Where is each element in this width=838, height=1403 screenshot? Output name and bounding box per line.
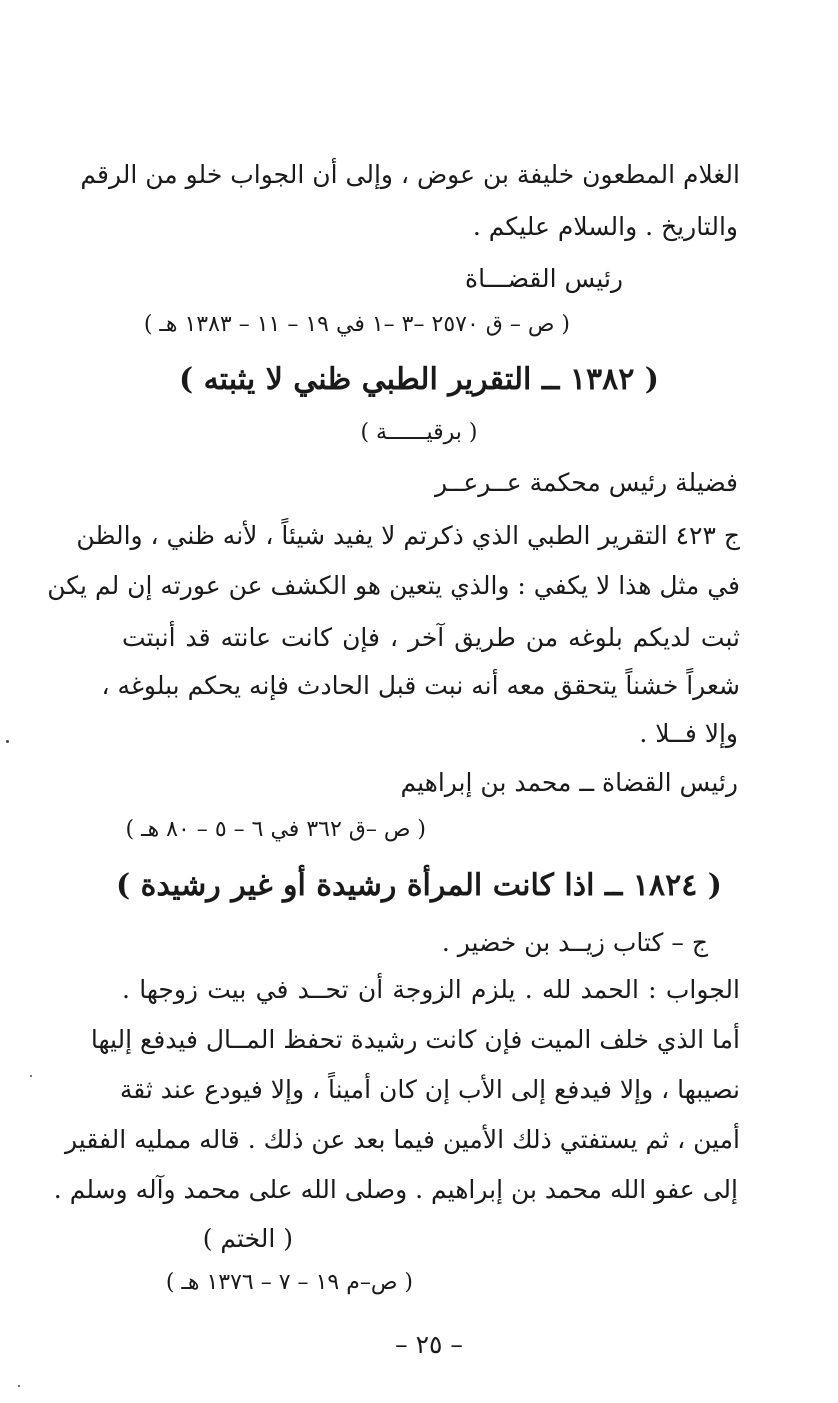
text-line: أمين ، ثم يستفتي ذلك الأمين فيما بعد عن ذلك . قاله ممليه الفقير (65, 1125, 740, 1154)
text-line: أما الذي خلف الميت فإن كانت رشيدة تحفظ المــال فيدفع إليها (90, 1025, 740, 1054)
scan-speck (30, 1075, 32, 1077)
text-line: وإلا فــلا . (639, 719, 738, 748)
signature-title: رئيس القضـــاة (465, 264, 623, 293)
text-line: نصيبها ، وإلا فيدفع إلى الأب إن كان أميناً ، وإلا فيودع عند ثقة (119, 1075, 740, 1104)
text-line: والتاريخ . والسلام عليكم . (472, 212, 738, 241)
reference-number: ( ص–م ١٩ – ٧ – ١٣٧٦ هـ ) (165, 1270, 413, 1295)
text-line: شعراً خشناً يتحقق معه أنه نبت قبل الحادث فإنه يحكم ببلوغه ، (101, 671, 740, 700)
text-line: ج ٤٢٣ التقرير الطبي الذي ذكرتم لا يفيد شيئاً ، لأنه ظني ، والظن (76, 521, 740, 550)
text-line: إلى عفو الله محمد بن إبراهيم . وصلى الله على محمد وآله وسلم . (53, 1175, 738, 1204)
reference-number: ( ص – ق ٢٥٧٠ –٣ –١ في ١٩ – ١١ – ١٣٨٣ هـ ) (143, 312, 570, 337)
text-line: الجواب : الحمد لله . يلزم الزوجة أن تحــد في بيت زوجها . (122, 975, 740, 1004)
signature: رئيس القضاة ــ محمد بن إبراهيم (400, 768, 738, 797)
seal-label: ( الختم ) (202, 1224, 293, 1253)
scan-speck (18, 1385, 20, 1387)
text-line: ثبت لديكم بلوغه من طريق آخر ، فإن كانت عانته قد أنبتت (122, 623, 740, 652)
section-heading: ( ١٨٢٤ ــ اذا كانت المرأة رشيدة أو غير رشيدة ) (116, 868, 722, 903)
scan-speck (6, 740, 9, 743)
section-subheading: ( برقيــــــة ) (360, 420, 478, 445)
addressee: فضيلة رئيس محكمة عــرعــر (434, 468, 738, 497)
reference-number: ( ص –ق ٣٦٢ في ٦ – ٥ – ٨٠ هـ ) (125, 817, 426, 842)
text-line: الغلام المطعون خليفة بن عوض ، وإلى أن الجواب خلو من الرقم (80, 160, 740, 189)
section-heading: ( ١٣٨٢ ــ التقرير الطبي ظني لا يثبته ) (179, 362, 659, 397)
question-line: ج – كتاب زيــد بن خضير . (441, 928, 708, 957)
text-line: في مثل هذا لا يكفي : والذي يتعين هو الكشف عن عورته إن لم يكن (47, 571, 740, 600)
page-number: – ٢٥ – (395, 1330, 463, 1359)
